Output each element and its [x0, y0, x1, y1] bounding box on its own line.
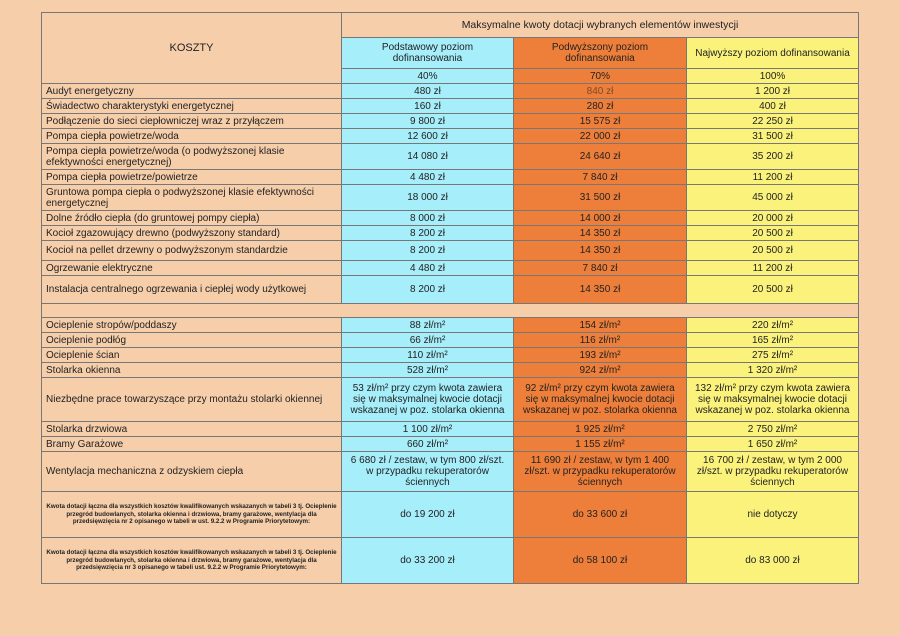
value-basic: 1 100 zł/m²	[342, 422, 514, 437]
value-raised: do 58 100 zł	[514, 538, 687, 584]
table-row	[42, 348, 859, 363]
value-basic: do 19 200 zł	[342, 492, 514, 538]
table-row	[42, 333, 859, 348]
value-raised: 840 zł	[514, 84, 687, 99]
value-basic: 4 480 zł	[342, 261, 514, 276]
value-highest: 16 700 zł / zestaw, w tym 2 000 zł/szt. w przypadku rekuperatorów ściennych	[687, 452, 859, 492]
table-row	[42, 185, 859, 211]
value-basic: do 33 200 zł	[342, 538, 514, 584]
value-highest: 1 650 zł/m²	[687, 437, 859, 452]
value-highest: nie dotyczy	[687, 492, 859, 538]
table-row	[42, 114, 859, 129]
value-raised: 24 640 zł	[514, 144, 687, 170]
row-label: Świadectwo charakterystyki energetycznej	[42, 99, 342, 114]
value-highest: 11 200 zł	[687, 170, 859, 185]
table-row	[42, 129, 859, 144]
value-raised: 22 000 zł	[514, 129, 687, 144]
level-basic-header: Podstawowy poziom dofinansowania	[342, 38, 514, 69]
value-raised: 14 350 zł	[514, 226, 687, 241]
value-highest: 45 000 zł	[687, 185, 859, 211]
value-raised: 1 925 zł/m²	[514, 422, 687, 437]
value-highest: 20 500 zł	[687, 241, 859, 261]
value-highest: 400 zł	[687, 99, 859, 114]
value-highest: 275 zł/m²	[687, 348, 859, 363]
value-raised: 14 350 zł	[514, 276, 687, 304]
value-raised: 11 690 zł / zestaw, w tym 1 400 zł/szt. w przypadku rekuperatorów ściennych	[514, 452, 687, 492]
row-label: Kwota dotacji łączna dla wszystkich kosztów kwalifikowanych wskazanych w tabeli 3 tj. Ocieplenie przegród budowlanych, stolarka okienna i drzwiowa, bramy garażowe, wentylacja dla przedsięwzięcia nr 3 opisanego w tabeli ust. 9.2.2 w Programie Priorytetowym:	[42, 538, 342, 584]
value-raised: 14 000 zł	[514, 211, 687, 226]
value-raised: 15 575 zł	[514, 114, 687, 129]
value-highest: 31 500 zł	[687, 129, 859, 144]
value-raised: 116 zł/m²	[514, 333, 687, 348]
table-row	[42, 211, 859, 226]
row-label: Ogrzewanie elektryczne	[42, 261, 342, 276]
row-label: Ocieplenie ścian	[42, 348, 342, 363]
row-label: Gruntowa pompa ciepła o podwyższonej klasie efektywności energetycznej	[42, 185, 342, 211]
value-basic: 110 zł/m²	[342, 348, 514, 363]
value-highest: 20 500 zł	[687, 276, 859, 304]
table-row	[42, 363, 859, 378]
row-label: Instalacja centralnego ogrzewania i ciepłej wody użytkowej	[42, 276, 342, 304]
value-raised: do 33 600 zł	[514, 492, 687, 538]
value-highest: 20 000 zł	[687, 211, 859, 226]
value-highest: do 83 000 zł	[687, 538, 859, 584]
table-row	[42, 538, 859, 584]
table-row	[42, 422, 859, 437]
value-highest: 132 zł/m² przy czym kwota zawiera się w maksymalnej kwocie dotacji wskazanej w poz. stolarka okienna	[687, 378, 859, 422]
value-raised: 7 840 zł	[514, 170, 687, 185]
value-raised: 14 350 zł	[514, 241, 687, 261]
value-highest: 165 zł/m²	[687, 333, 859, 348]
row-label: Dolne źródło ciepła (do gruntowej pompy ciepła)	[42, 211, 342, 226]
level-raised-pct: 70%	[514, 69, 687, 84]
row-label: Stolarka drzwiowa	[42, 422, 342, 437]
table-row	[42, 170, 859, 185]
value-basic: 66 zł/m²	[342, 333, 514, 348]
value-highest: 11 200 zł	[687, 261, 859, 276]
value-basic: 88 zł/m²	[342, 318, 514, 333]
row-label: Kwota dotacji łączna dla wszystkich kosztów kwalifikowanych wskazanych w tabeli 3 tj. Ocieplenie przegród budowlanych, stolarka okienna i drzwiowa, bramy garażowe, wentylacja dla przedsięwzięcia nr 2 opisanego w tabeli w ust. 9.2.2 w Programie Priorytetowym:	[42, 492, 342, 538]
row-label: Pompa ciepła powietrze/woda (o podwyższonej klasie efektywności energetycznej)	[42, 144, 342, 170]
row-label: Podłączenie do sieci ciepłowniczej wraz z przyłączem	[42, 114, 342, 129]
value-highest: 20 500 zł	[687, 226, 859, 241]
row-label: Stolarka okienna	[42, 363, 342, 378]
value-highest: 1 200 zł	[687, 84, 859, 99]
table-row	[42, 261, 859, 276]
value-basic: 18 000 zł	[342, 185, 514, 211]
value-highest: 220 zł/m²	[687, 318, 859, 333]
value-basic: 14 080 zł	[342, 144, 514, 170]
value-highest: 35 200 zł	[687, 144, 859, 170]
value-highest: 1 320 zł/m²	[687, 363, 859, 378]
value-basic: 8 200 zł	[342, 241, 514, 261]
level-raised-header: Podwyższony poziom dofinansowania	[514, 38, 687, 69]
table-row	[42, 492, 859, 538]
row-label: Wentylacja mechaniczna z odzyskiem ciepła	[42, 452, 342, 492]
value-basic: 8 000 zł	[342, 211, 514, 226]
level-highest-header: Najwyższy poziom dofinansowania	[687, 38, 859, 69]
table-row	[42, 378, 859, 422]
value-raised: 154 zł/m²	[514, 318, 687, 333]
value-basic: 480 zł	[342, 84, 514, 99]
value-raised: 924 zł/m²	[514, 363, 687, 378]
value-raised: 1 155 zł/m²	[514, 437, 687, 452]
table-row	[42, 226, 859, 241]
value-highest: 2 750 zł/m²	[687, 422, 859, 437]
row-label: Kocioł na pellet drzewny o podwyższonym standardzie	[42, 241, 342, 261]
value-highest: 22 250 zł	[687, 114, 859, 129]
row-label: Ocieplenie stropów/poddaszy	[42, 318, 342, 333]
value-basic: 12 600 zł	[342, 129, 514, 144]
subsidy-table-container	[41, 12, 858, 584]
table-row	[42, 318, 859, 333]
level-basic-pct: 40%	[342, 69, 514, 84]
value-basic: 6 680 zł / zestaw, w tym 800 zł/szt. w przypadku rekuperatorów ściennych	[342, 452, 514, 492]
subsidy-table	[41, 12, 859, 584]
table-row	[42, 452, 859, 492]
section-gap	[42, 304, 859, 318]
row-label: Ocieplenie podłóg	[42, 333, 342, 348]
table-title: Maksymalne kwoty dotacji wybranych elementów inwestycji	[342, 13, 859, 38]
value-basic: 53 zł/m² przy czym kwota zawiera się w maksymalnej kwocie dotacji wskazanej w poz. stolarka okienna	[342, 378, 514, 422]
value-basic: 660 zł/m²	[342, 437, 514, 452]
table-row	[42, 84, 859, 99]
row-label: Kocioł zgazowujący drewno (podwyższony standard)	[42, 226, 342, 241]
table-row	[42, 99, 859, 114]
row-label: Bramy Garażowe	[42, 437, 342, 452]
value-raised: 7 840 zł	[514, 261, 687, 276]
value-basic: 4 480 zł	[342, 170, 514, 185]
value-basic: 9 800 zł	[342, 114, 514, 129]
row-label: Niezbędne prace towarzyszące przy montażu stolarki okiennej	[42, 378, 342, 422]
row-label: Audyt energetyczny	[42, 84, 342, 99]
level-highest-pct: 100%	[687, 69, 859, 84]
table-row	[42, 241, 859, 261]
value-basic: 8 200 zł	[342, 226, 514, 241]
value-raised: 31 500 zł	[514, 185, 687, 211]
row-label: Pompa ciepła powietrze/woda	[42, 129, 342, 144]
table-row	[42, 144, 859, 170]
row-label: Pompa ciepła powietrze/powietrze	[42, 170, 342, 185]
table-row	[42, 276, 859, 304]
value-raised: 92 zł/m² przy czym kwota zawiera się w maksymalnej kwocie dotacji wskazanej w poz. stolarka okienna	[514, 378, 687, 422]
value-raised: 280 zł	[514, 99, 687, 114]
value-raised: 193 zł/m²	[514, 348, 687, 363]
value-basic: 528 zł/m²	[342, 363, 514, 378]
value-basic: 160 zł	[342, 99, 514, 114]
table-row	[42, 437, 859, 452]
value-basic: 8 200 zł	[342, 276, 514, 304]
costs-header: KOSZTY	[42, 13, 342, 84]
